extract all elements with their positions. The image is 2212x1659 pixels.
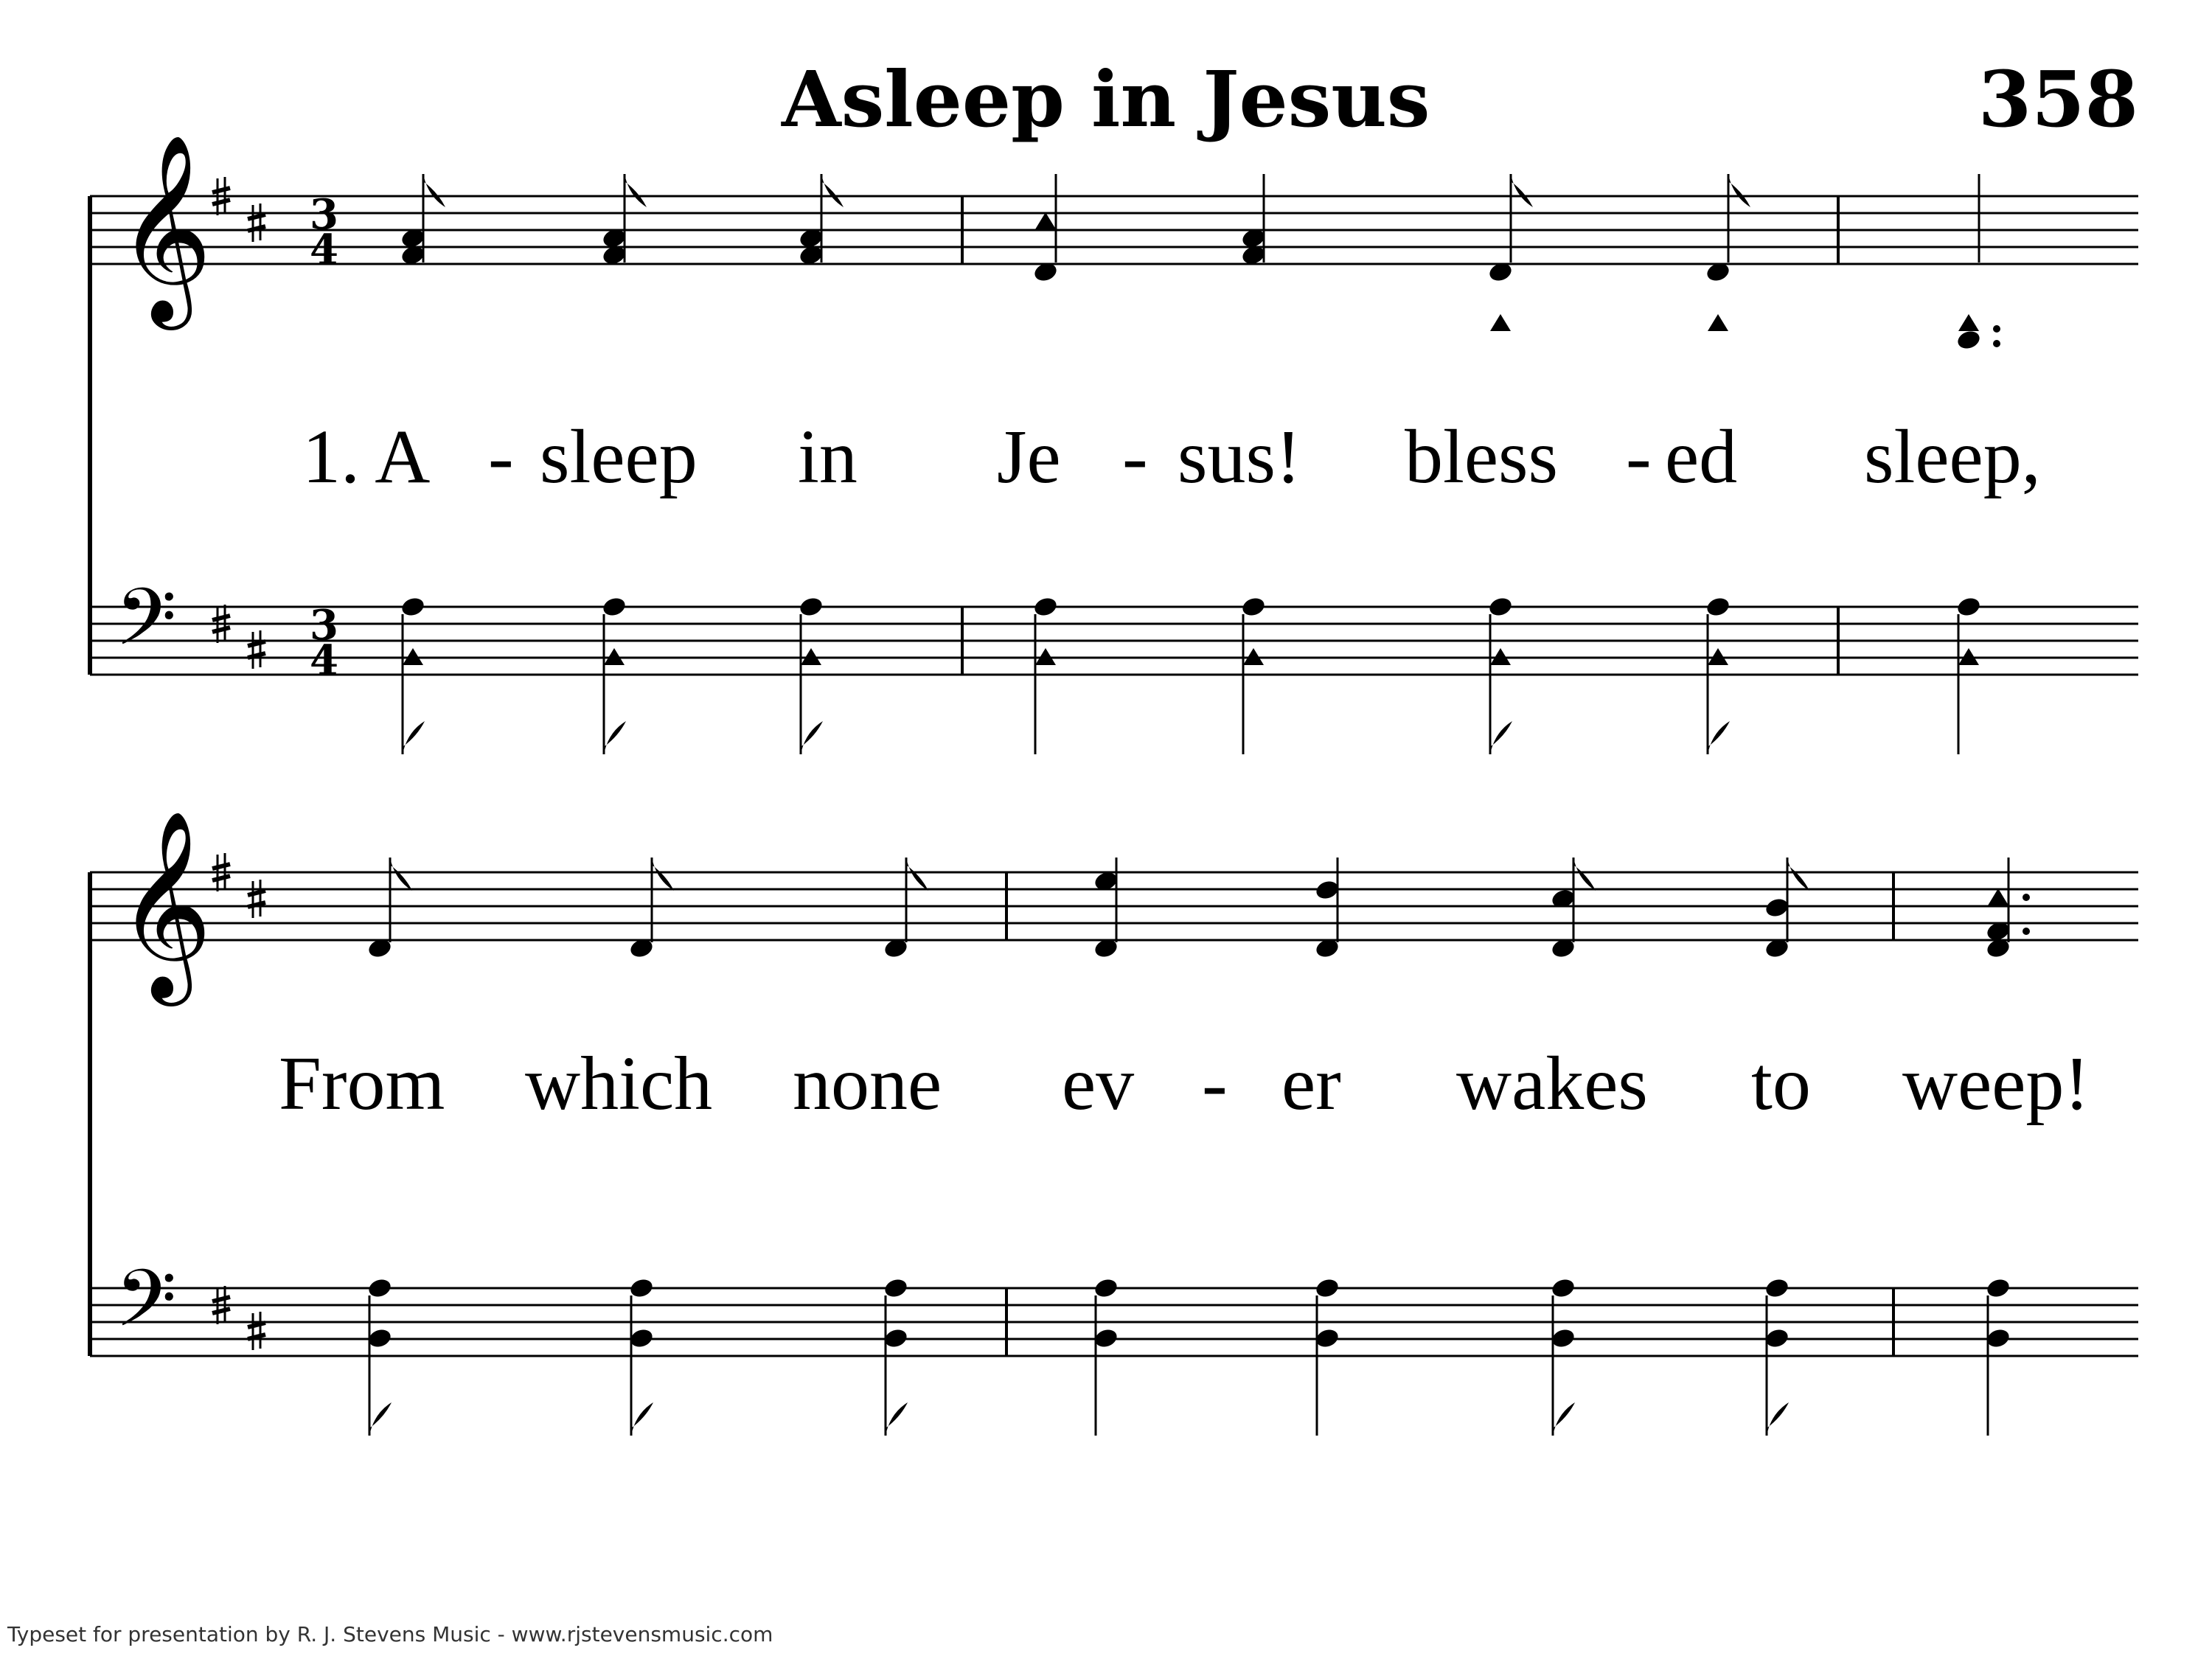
lyric-syllable: From — [279, 1041, 445, 1126]
time-signature-top: 3 — [310, 601, 338, 650]
note-flag — [1490, 721, 1512, 754]
note-flag — [1767, 1402, 1789, 1436]
note-flag — [1573, 858, 1596, 891]
note-flag — [801, 721, 823, 754]
lyric-syllable: sus! — [1178, 414, 1301, 499]
sharp-stroke — [212, 200, 230, 204]
lyric-syllable: to — [1751, 1041, 1811, 1126]
note-flag — [369, 1402, 392, 1436]
lyric-syllable: in — [798, 414, 858, 499]
augmentation-dot — [2023, 894, 2030, 901]
footer-credit: Typeset for presentation by R. J. Stevens Music - www.rjstevensmusic.com — [7, 1622, 773, 1646]
note-flag — [886, 1402, 908, 1436]
note-flag — [1787, 858, 1809, 891]
lyric-syllable: ed — [1665, 414, 1738, 499]
shape-notehead — [1958, 314, 1979, 331]
lyric-syllable: which — [525, 1041, 713, 1126]
lyric-syllable: er — [1281, 1041, 1341, 1126]
lyric-syllable: wakes — [1456, 1041, 1648, 1126]
sharp-stroke — [212, 1309, 230, 1313]
augmentation-dot — [1993, 340, 2000, 347]
bass-clef-icon: 𝄢 — [115, 571, 177, 683]
lyric-syllable: sleep — [540, 414, 698, 499]
note-flag — [1511, 174, 1533, 207]
note-flag — [604, 721, 626, 754]
sharp-stroke — [212, 627, 230, 632]
lyric-syllable: sleep, — [1864, 414, 2041, 499]
note-flag — [1708, 721, 1730, 754]
time-signature-bottom: 4 — [310, 636, 338, 685]
lyric-syllable: 1. A — [302, 414, 431, 499]
lyric-hyphen: - — [1202, 1041, 1228, 1126]
notehead — [1955, 329, 1982, 352]
hymn-number: 358 — [1978, 54, 2138, 145]
treble-clef-icon: 𝄞 — [116, 133, 213, 321]
lyric-syllable: none — [793, 1041, 942, 1126]
note-flag — [906, 858, 928, 891]
lyric-syllable: ev — [1062, 1041, 1135, 1126]
treble-clef-icon: 𝄞 — [116, 809, 213, 998]
sharp-stroke — [212, 876, 230, 880]
shape-notehead — [1988, 888, 2008, 905]
augmentation-dot — [1993, 325, 2000, 333]
lyric-syllable: Je — [997, 414, 1061, 499]
note-flag — [1553, 1402, 1575, 1436]
sharp-stroke — [212, 864, 230, 869]
lyric-syllable: bless — [1405, 414, 1558, 499]
sharp-sign — [248, 204, 265, 242]
shape-notehead — [1708, 314, 1728, 331]
sharp-stroke — [212, 616, 230, 620]
note-flag — [403, 721, 425, 754]
hymn-title: Asleep in Jesus — [782, 54, 1430, 145]
sharp-stroke — [248, 215, 265, 219]
sharp-stroke — [212, 1297, 230, 1301]
note-flag — [1728, 174, 1750, 207]
shape-notehead — [1490, 314, 1511, 331]
note-flag — [625, 174, 647, 207]
shape-notehead — [1035, 212, 1056, 229]
note-flag — [631, 1402, 653, 1436]
lyric-hyphen: - — [1626, 414, 1652, 499]
sharp-stroke — [248, 641, 265, 646]
augmentation-dot — [2023, 928, 2030, 935]
note-flag — [652, 858, 674, 891]
note-flag — [390, 858, 412, 891]
lyric-syllable: weep! — [1902, 1041, 2090, 1126]
sharp-stroke — [248, 1323, 265, 1327]
sharp-stroke — [212, 188, 230, 192]
sharp-sign — [248, 1312, 265, 1350]
lyric-hyphen: - — [1122, 414, 1148, 499]
bass-clef-icon: 𝄢 — [115, 1252, 177, 1364]
lyric-hyphen: - — [488, 414, 514, 499]
sharp-sign — [248, 630, 265, 669]
note-flag — [821, 174, 844, 207]
sharp-stroke — [248, 891, 265, 895]
sharp-sign — [248, 880, 265, 918]
time-signature-top: 3 — [310, 190, 338, 239]
time-signature-bottom: 4 — [310, 226, 338, 274]
note-flag — [423, 174, 445, 207]
